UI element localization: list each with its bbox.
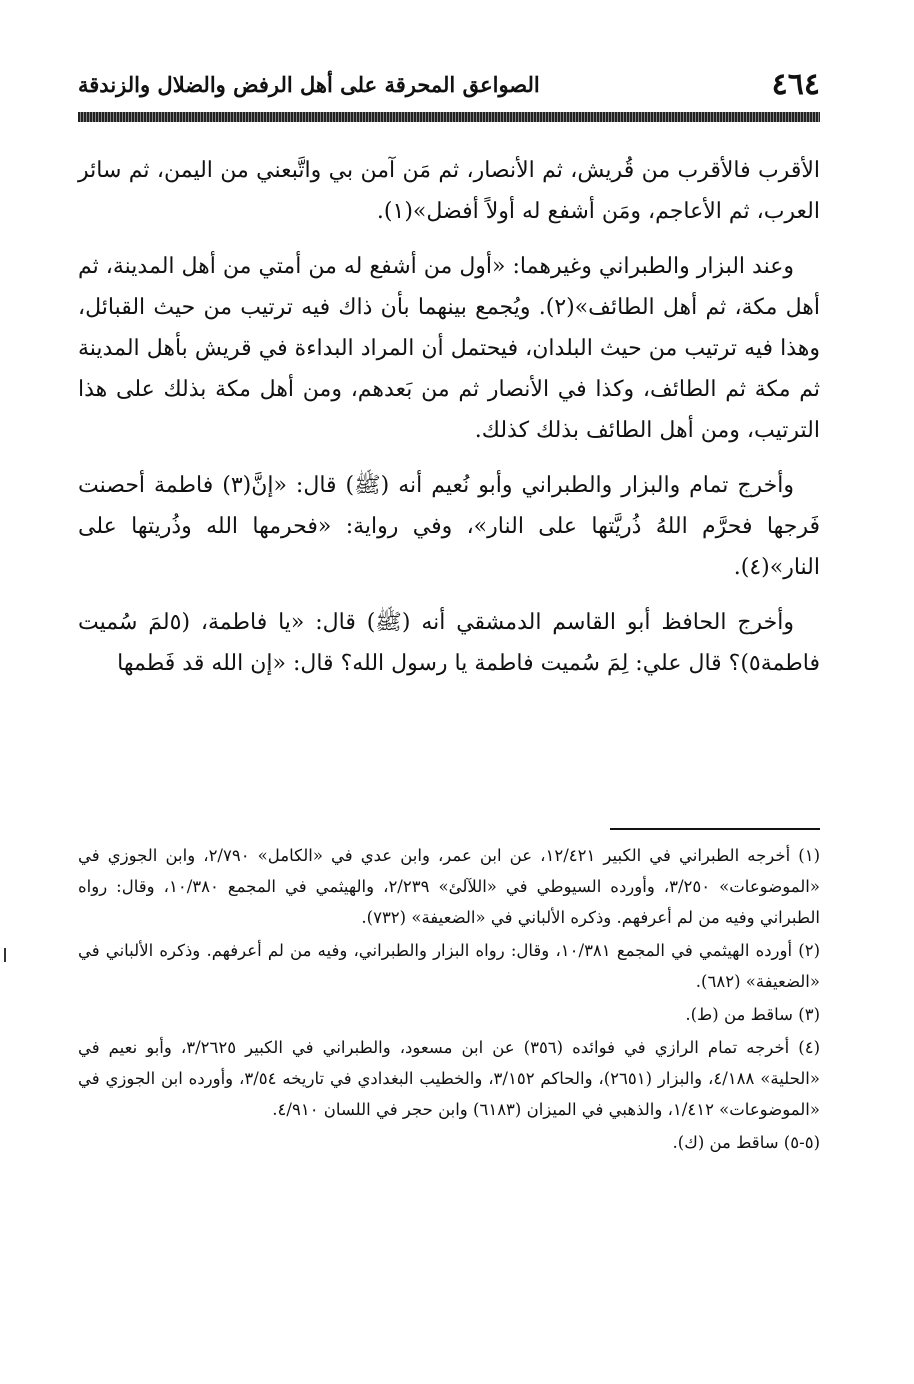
header-divider <box>78 112 820 122</box>
footnote: (٥-٥) ساقط من (ك). <box>672 1133 820 1152</box>
footnote: (١) أخرجه الطبراني في الكبير ١٢/٤٢١، عن ابن عمر، وابن عدي في «الكامل» ٢/٧٩٠، وابن الجوزي في «الموضوعات» ٣/٢٥٠، وأورده السيوطي في «اللآلئ» ٢/٢٣٩، والهيثمي في المجمع ١٠/٣٨٠، وقال: رواه الطبراني وفيه من لم أعرفهم. وذكره الألباني في «الضعيفة» (٧٣٢). <box>78 846 820 927</box>
footnote: (٤) أخرجه تمام الرازي في فوائده (٣٥٦) عن ابن مسعود، والطبراني في الكبير ٣/٢٦٢٥، وأبو نعيم في «الحلية» ٤/١٨٨، والبزار (٢٦٥١)، والحاكم ٣/١٥٢، والخطيب البغدادي في تاريخه ٣/٥٤، وأورده ابن الجوزي في «الموضوعات» ١/٤١٢، والذهبي في الميزان (٦١٨٣) وابن حجر في اللسان ٤/٩١٠. <box>78 1038 820 1119</box>
margin-mark <box>4 948 6 962</box>
footnote: (٢) أورده الهيثمي في المجمع ١٠/٣٨١، وقال: رواه البزار والطبراني، وفيه من لم أعرفهم. وذكره الألباني في «الضعيفة» (٦٨٢). <box>78 941 821 991</box>
paragraph: الأقرب فالأقرب من قُريش، ثم الأنصار، ثم مَن آمن بي واتَّبعني من اليمن، ثم سائر العرب، ثم الأعاجم، ومَن أشفع له أولاً أفضل»(١). <box>78 158 820 224</box>
page-header <box>78 68 820 102</box>
main-text <box>78 150 820 698</box>
running-title: الصواعق المحرقة على أهل الرفض والضلال والزندقة <box>78 72 540 97</box>
footnotes <box>78 840 820 1160</box>
paragraph: وعند البزار والطبراني وغيرهما: «أول من أشفع له من أمتي من أهل المدينة، ثم أهل مكة، ثم أهل الطائف»(٢). ويُجمع بينهما بأن ذاك فيه ترتيب من حيث القبائل، وهذا فيه ترتيب من حيث البلدان، فيحتمل أن المراد البداءة في قريش بأهل المدينة ثم مكة ثم الطائف، وكذا في الأنصار ثم من بَعدهم، ومن أهل مكة بذلك على هذا الترتيب، ومن أهل الطائف بذلك كذلك. <box>78 254 820 443</box>
page-number: ٤٦٤ <box>771 67 820 102</box>
footnote-divider <box>610 828 820 830</box>
footnote: (٣) ساقط من (ط). <box>685 1005 820 1024</box>
paragraph: وأخرج تمام والبزار والطبراني وأبو نُعيم أنه (ﷺ) قال: «إنَّ(٣) فاطمة أحصنت فَرجها فحرَّم اللهُ ذُريَّتها على النار»، وفي رواية: «فحرمها الله وذُريتها على النار»(٤). <box>78 473 820 580</box>
paragraph: وأخرج الحافظ أبو القاسم الدمشقي أنه (ﷺ) قال: «يا فاطمة، (٥لمَ سُميت فاطمة٥)؟ قال علي: لِمَ سُميت فاطمة يا رسول الله؟ قال: «إن الله قد فَطمها <box>78 610 820 676</box>
